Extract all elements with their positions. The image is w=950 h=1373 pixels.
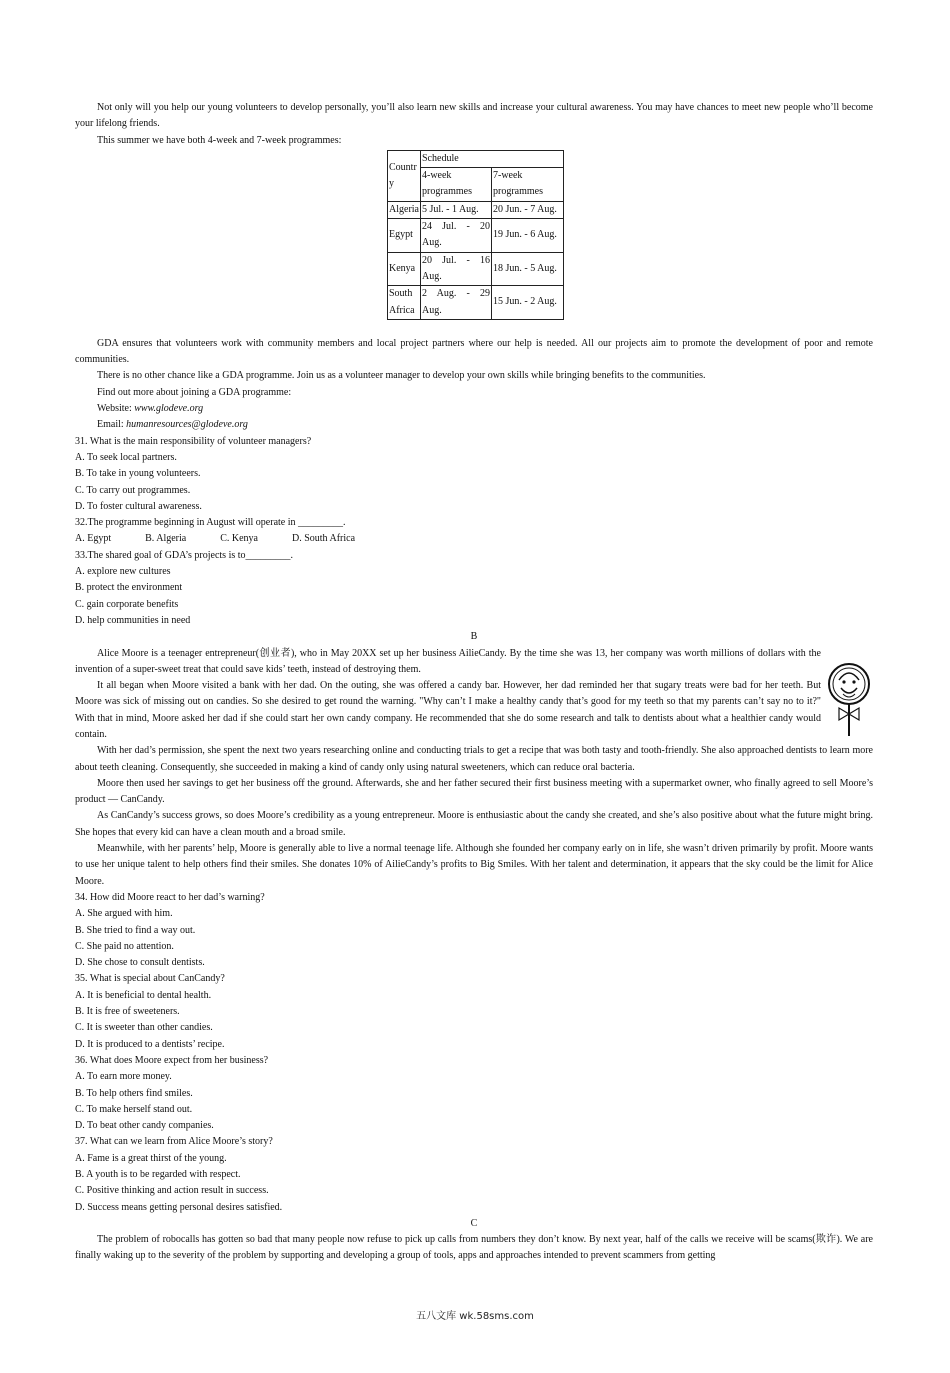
- question-33-option-a: A. explore new cultures: [75, 566, 171, 578]
- question-31-option-d: D. To foster cultural awareness.: [75, 500, 202, 512]
- seven-week-cell: 18 Jun. - 5 Aug.: [492, 252, 564, 286]
- email-line: Email: humanresources@glodeve.org: [97, 419, 248, 431]
- website-line: Website: www.glodeve.org: [97, 403, 204, 415]
- four-week-cell: 5 Jul. - 1 Aug.: [421, 201, 492, 218]
- table-header-schedule: Schedule: [421, 150, 564, 167]
- passage-b-intro: [75, 646, 873, 744]
- question-37-option-d: D. Success means getting personal desires satisfied.: [75, 1201, 283, 1213]
- document-page: [75, 100, 873, 1265]
- email-link[interactable]: humanresources@glodeve.org: [126, 419, 248, 431]
- question-32-options: [75, 531, 873, 547]
- question-34-option-c: C. She paid no attention.: [75, 940, 174, 952]
- question-35-option-b: B. It is free of sweeteners.: [75, 1006, 180, 1018]
- question-37-option-c: C. Positive thinking and action result in success.: [75, 1185, 269, 1197]
- country-cell: Kenya: [388, 252, 421, 286]
- section-b-heading: B: [470, 631, 478, 643]
- question-31-stem: 31. What is the main responsibility of volunteer managers?: [75, 435, 312, 447]
- question-33-option-b: B. protect the environment: [75, 582, 183, 594]
- passage-a-paragraph-2: This summer we have both 4-week and 7-week programmes:: [97, 134, 342, 146]
- question-33-stem: 33.The shared goal of GDA’s projects is to_________.: [75, 549, 294, 561]
- passage-a-paragraph-5: Find out more about joining a GDA programme:: [97, 386, 292, 398]
- question-32-option-b: B. Algeria: [145, 533, 187, 545]
- question-32-option-d: D. South Africa: [292, 533, 356, 545]
- question-34-option-d: D. She chose to consult dentists.: [75, 957, 205, 969]
- passage-a-paragraph-1: Not only will you help our young volunteers to develop personally, you’ll also learn new skills and increase your cultural awareness. You may have chances to meet new people who’ll become your lifelong friends.: [75, 102, 873, 130]
- passage-b-paragraph-1: Alice Moore is a teenager entrepreneur(创业者), who in May 20XX set up her business AilieCandy. By the time she was 13, her company was worth millions of dollars with the invention of a super-sweet treat that could save kids’ teeth, instead of destroying them.: [75, 647, 821, 675]
- four-week-cell: 20 Jul. - 16 Aug.: [421, 252, 492, 286]
- table-header-country: Countr y: [388, 150, 421, 201]
- question-36-option-d: D. To beat other candy companies.: [75, 1120, 214, 1132]
- passage-b-paragraph-6: Meanwhile, with her parents’ help, Moore is generally able to live a normal teenage life. Although she founded her company early on in life, she wasn’t driven primarily by profit. Moore wants to use her unique talent to help others find their smiles. She donates 10% of AilieCandy’s profits to Big Smiles. With her talent and determination, it appears that the sky could be the limit for Alice Moore.: [75, 843, 873, 887]
- country-cell: Algeria: [388, 201, 421, 218]
- question-31-option-c: C. To carry out programmes.: [75, 484, 191, 496]
- table-row: [388, 252, 564, 286]
- question-35-stem: 35. What is special about CanCandy?: [75, 973, 225, 985]
- passage-b-paragraph-5: As CanCandy’s success grows, so does Moore’s credibility as a young entrepreneur. Moore is enthusiastic about the candy she created, and she’s also positive about what the future might bring. She hopes that every kid can have a clean mouth and a broad smile.: [75, 810, 873, 838]
- question-35-option-d: D. It is produced to a dentists’ recipe.: [75, 1038, 225, 1050]
- question-32-option-a: A. Egypt: [75, 533, 112, 545]
- question-34-stem: 34. How did Moore react to her dad’s warning?: [75, 891, 265, 903]
- question-31-option-b: B. To take in young volunteers.: [75, 468, 201, 480]
- passage-b-paragraph-2: It all began when Moore visited a bank with her dad. On the outing, she was offered a candy bar. However, her dad reminded her that sugary treats were bad for her teeth. But Moore was sick of missing out on candies. So she desired to get round the warning. "Why can’t I make a healthy candy that’s good for my teeth so that my parents can’t say no to it?" With that in mind, Moore asked her dad if she could start her own candy company. He recommended that she do some research and talk to dentists about what a healthier candy would contain.: [75, 680, 821, 740]
- passage-a-paragraph-4: There is no other chance like a GDA programme. Join us as a volunteer manager to develop your own skills while bringing benefits to the communities.: [97, 370, 706, 382]
- question-35-option-a: A. It is beneficial to dental health.: [75, 989, 212, 1001]
- passage-a-paragraph-3: GDA ensures that volunteers work with community members and local project partners where our help is needed. All our projects aim to promote the development of poor and remote communities.: [75, 337, 873, 366]
- country-cell: South Africa: [388, 286, 421, 320]
- table-row: [388, 201, 564, 218]
- table-header-7-week: 7-week programmes: [492, 168, 564, 202]
- passage-b-paragraph-3: With her dad’s permission, she spent the next two years researching online and conducting trials to get a recipe that was both tasty and tooth-friendly. She also approached dentists to learn more about teeth cleaning. Consequently, she succeeded in making a kind of candy only using natural sweeteners, which can reduce oral bacteria.: [75, 745, 873, 773]
- question-36-option-a: A. To earn more money.: [75, 1071, 172, 1083]
- question-34-option-b: B. She tried to find a way out.: [75, 924, 196, 936]
- question-32-stem: 32.The programme beginning in August will operate in _________.: [75, 517, 346, 529]
- four-week-cell: 2 Aug. - 29 Aug.: [421, 286, 492, 320]
- country-cell: Egypt: [388, 219, 421, 253]
- question-33-option-d: D. help communities in need: [75, 614, 191, 626]
- schedule-table: [387, 150, 564, 320]
- four-week-cell: 24 Jul. - 20 Aug.: [421, 219, 492, 253]
- table-row: [388, 286, 564, 320]
- question-37-stem: 37. What can we learn from Alice Moore’s story?: [75, 1136, 273, 1148]
- question-32-option-c: C. Kenya: [220, 533, 258, 545]
- question-36-option-b: B. To help others find smiles.: [75, 1087, 193, 1099]
- seven-week-cell: 15 Jun. - 2 Aug.: [492, 286, 564, 320]
- question-37-option-a: A. Fame is a great thirst of the young.: [75, 1152, 227, 1164]
- seven-week-cell: 19 Jun. - 6 Aug.: [492, 219, 564, 253]
- seven-week-cell: 20 Jun. - 7 Aug.: [492, 201, 564, 218]
- question-31-option-a: A. To seek local partners.: [75, 451, 177, 463]
- table-row: [388, 219, 564, 253]
- question-34-option-a: A. She argued with him.: [75, 908, 173, 920]
- page-footer: 五八文库 wk.58sms.com: [416, 1311, 534, 1322]
- lollipop-icon: [827, 658, 875, 738]
- question-33-option-c: C. gain corporate benefits: [75, 598, 179, 610]
- question-37-option-b: B. A youth is to be regarded with respect.: [75, 1169, 241, 1180]
- section-c-heading: C: [470, 1217, 478, 1229]
- question-36-stem: 36. What does Moore expect from her business?: [75, 1054, 269, 1066]
- question-36-option-c: C. To make herself stand out.: [75, 1103, 193, 1115]
- passage-c-paragraph-1: The problem of robocalls has gotten so bad that many people now refuse to pick up calls from numbers they don’t know. By next year, half of the calls we receive will be scams(欺诈). We are finally waking up to the severity of the problem by supporting and developing a group of tools, apps and approaches intended to prevent scammers from getting: [75, 1234, 873, 1262]
- passage-b-paragraph-4: Moore then used her savings to get her business off the ground. Afterwards, she and her father secured their first business meeting with a supermarket owner, who finally agreed to sell Moore’s product — CanCandy.: [75, 777, 873, 806]
- question-35-option-c: C. It is sweeter than other candies.: [75, 1022, 213, 1034]
- website-link[interactable]: www.glodeve.org: [134, 403, 204, 415]
- table-header-4-week: 4-week programmes: [421, 168, 492, 202]
